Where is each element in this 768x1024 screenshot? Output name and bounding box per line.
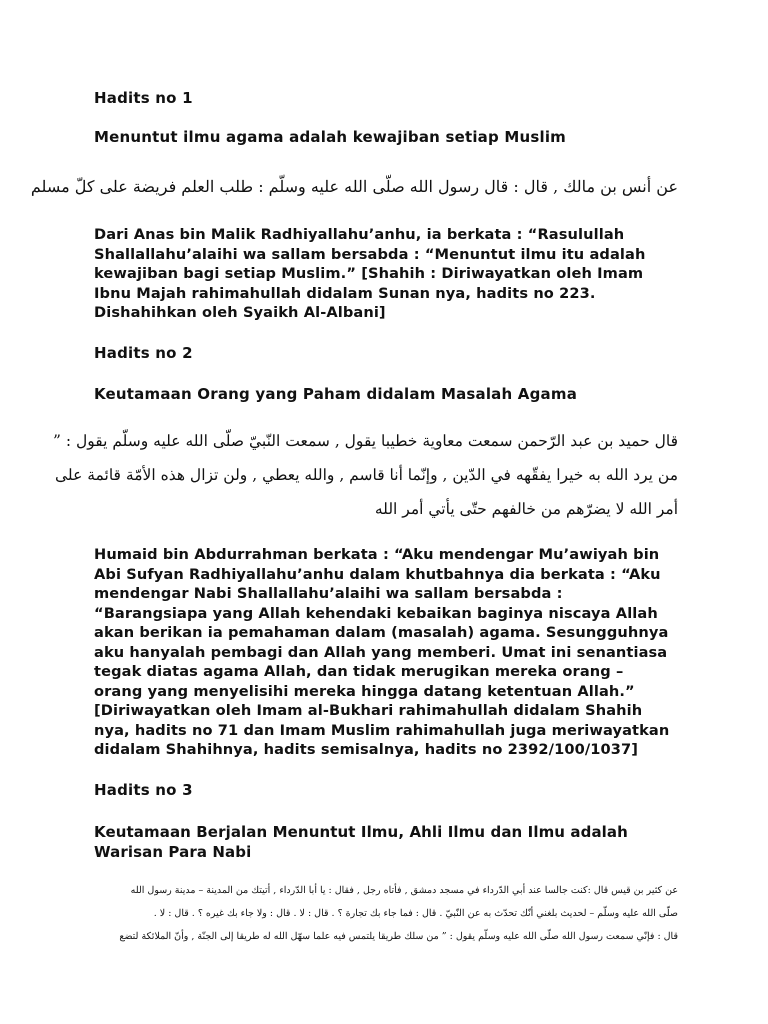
text-line: Shallallahu’alaihi wa sallam bersabda : “Menuntut ilmu itu adalah	[94, 245, 646, 263]
title-line: Keutamaan Berjalan Menuntut Ilmu, Ahli Ilmu dan Ilmu adalah	[94, 823, 628, 841]
arabic-line: عن أنس بن مالك , قال : قال رسول الله صلّى الله عليه وسلّم : طلب العلم فريضة على كلّ مسلم	[30, 177, 678, 196]
text-line: mendengar Nabi Shallallahu’alaihi wa sallam bersabda :	[94, 585, 563, 602]
text-line: [Diriwayatkan oleh Imam al-Bukhari rahimahullah didalam Shahih	[94, 702, 643, 719]
text-line: didalam Shahihnya, hadits semisalnya, hadits no 2392/100/1037]	[94, 741, 639, 758]
hadits-2-title: Keutamaan Orang yang Paham didalam Masalah Agama	[94, 385, 578, 403]
text-line: akan berikan ia pemahaman dalam (masalah) agama. Sesungguhnya	[94, 624, 669, 641]
arabic-line: أمر الله لا يضرّهم من خالفهم حتّى يأتي أمر الله	[374, 500, 678, 518]
hadits-2-arabic	[52, 424, 678, 526]
text-line: kewajiban bagi setiap Muslim.” [Shahih : Diriwayatkan oleh Imam	[94, 265, 644, 282]
text-line: Dishahihkan oleh Syaikh Al-Albani]	[94, 304, 386, 321]
title-line: Warisan Para Nabi	[94, 842, 252, 861]
arabic-line: من يرد الله به خيرا يفقّهه في الدّين , وإنّما أنا قاسم , والله يعطي , ولن تزال هذه الأمّة قائمة على	[55, 466, 678, 484]
text-line: Dari Anas bin Malik Radhiyallahu’anhu, ia berkata : “Rasulullah	[94, 226, 625, 243]
hadits-1-translation	[94, 225, 654, 323]
text-line: nya, hadits no 71 dan Imam Muslim rahimahullah juga meriwayatkan	[94, 721, 670, 739]
arabic-line: صلّى الله عليه وسلّم – لحديث بلغني أنّك تحدّث به عن النّبيّ . قال : فما جاء بك تجارة ؟ . قال : لا . قال : ولا جاء بك غيره ؟ . قال : لا .	[153, 908, 678, 919]
text-line: “Barangsiapa yang Allah kehendaki kebaikan baginya niscaya Allah	[94, 604, 658, 622]
text-line: orang yang menyelisihi mereka hingga datang ketentuan Allah.”	[94, 682, 635, 700]
hadits-3-arabic	[78, 879, 678, 948]
hadits-1-arabic	[30, 177, 678, 197]
text-line: tegak diatas agama Allah, dan tidak merugikan mereka orang –	[94, 663, 624, 680]
text-line: aku hanyalah pembagi dan Allah yang memberi. Umat ini senantiasa	[94, 643, 668, 661]
hadits-1-title: Menuntut ilmu agama adalah kewajiban setiap Muslim	[94, 128, 567, 146]
arabic-line: عن كثير بن قيس قال :كنت جالسا عند أبي الدّرداء في مسجد دمشق , فأتاه رجل , فقال : يا أبا الدّرداء , أتيتك من المدينة – مدينة رسول الله	[130, 885, 678, 896]
hadits-2-translation	[94, 545, 670, 760]
arabic-line: قال حميد بن عبد الرّحمن سمعت معاوية خطيبا يقول , سمعت النّبيّ صلّى الله عليه وسلّم يقول : ”	[52, 432, 678, 450]
arabic-line: قال : فإنّي سمعت رسول الله صلّى الله عليه وسلّم يقول : ” من سلك طريقا يلتمس فيه علما سهّل الله له طريقا إلى الجنّة , وأنّ الملائكة لتضع	[119, 931, 678, 942]
hadits-1-heading: Hadits no 1	[94, 89, 193, 107]
hadits-3-title	[94, 823, 654, 862]
hadits-3-heading: Hadits no 3	[94, 781, 193, 799]
hadits-2-heading: Hadits no 2	[94, 344, 193, 362]
text-line: Ibnu Majah rahimahullah didalam Sunan nya, hadits no 223.	[94, 284, 596, 302]
text-line: Humaid bin Abdurrahman berkata : “Aku mendengar Mu’awiyah bin	[94, 546, 660, 563]
text-line: Abi Sufyan Radhiyallahu’anhu dalam khutbahnya dia berkata : “Aku	[94, 565, 661, 583]
